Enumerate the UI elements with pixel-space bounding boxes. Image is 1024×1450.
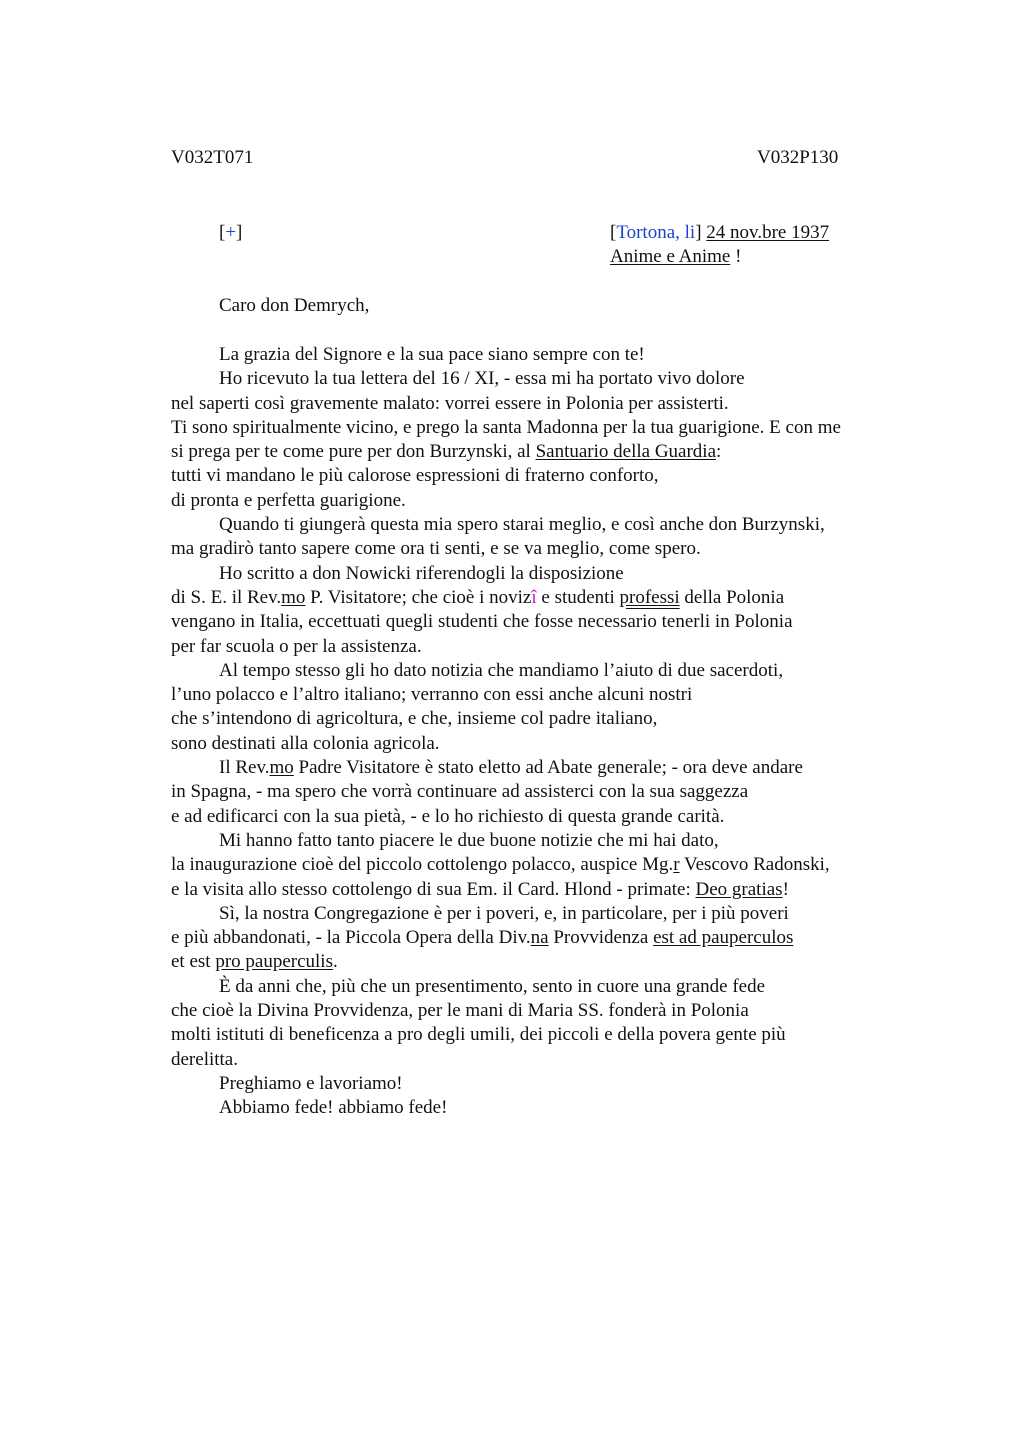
text-line: Ho ricevuto la tua lettera del 16 / XI, - essa mi ha portato vivo dolore [219,368,745,390]
letter-body [171,343,911,1121]
letter-date: 24 nov.bre 1937 [706,222,830,243]
text-line [171,440,911,464]
salutation: Caro don Demrych, [219,295,370,316]
cross-symbol: + [225,222,237,243]
text-line: Al tempo stesso gli ho dato notizia che mandiamo l’aiuto di due sacerdoti, [219,659,784,681]
text-segment: Il Rev. [219,757,270,779]
underlined-text: r [673,854,680,876]
text-line: derelitta. [171,1048,238,1070]
document-code-right: V032P130 [757,147,839,168]
text-line: vengano in Italia, eccettuati quegli studenti che fosse necessario tenerli in Polonia [171,611,793,633]
text-segment: e la visita allo stesso cottolengo di sua Em. il Card. Hlond - primate: [171,878,696,900]
text-segment: . [332,951,338,973]
text-line: tutti vi mandano le più calorose espressioni di fraterno conforto, [171,465,659,487]
text-line: ma gradirò tanto sapere come ora ti senti, e se va meglio, come spero. [171,538,701,560]
text-segment: et est [171,951,216,973]
date-block [610,221,829,269]
text-line [171,926,911,950]
text-segment: : [716,441,722,463]
underlined-text: na [530,927,549,949]
text-line [171,878,911,902]
underlined-text: mo [269,757,294,779]
document-code-left: V032T071 [171,147,254,168]
text-segment: Vescovo Radonski, [679,854,830,876]
motto-line [610,245,829,269]
text-segment: si prega per te come pure per don Burzynski, al [171,441,536,463]
text-line: La grazia del Signore e la sua pace siano sempre con te! [219,344,645,365]
date-line [610,221,829,245]
text-line: che s’intendono di agricoltura, e che, insieme col padre italiano, [171,708,658,730]
text-line: Preghiamo e lavoriamo! [219,1072,403,1094]
text-line: molti istituti di beneficenza a pro degli umili, dei piccoli e della povera gente più [171,1024,786,1046]
underlined-text: pro pauperculis [215,951,333,973]
text-line: Quando ti giungerà questa mia spero starai meglio, e così anche don Burzynski, [219,514,825,536]
place-bracket-open: [ [610,222,617,243]
text-line: sono destinati alla colonia agricola. [171,732,440,754]
underlined-text: Deo gratias [695,878,783,900]
motto-end: ! [730,246,742,267]
bracket-close: ] [236,222,243,243]
text-line: Ho scritto a don Nowicki riferendogli la disposizione [219,562,624,584]
text-segment: e più abbandonati, - la Piccola Opera della Div. [171,927,531,949]
text-segment: ! [782,878,789,900]
text-line: È da anni che, più che un presentimento, sento in cuore una grande fede [219,975,766,997]
text-line [171,950,911,974]
text-line: di pronta e perfetta guarigione. [171,489,406,511]
text-segment: P. Visitatore; che cioè i noviz [305,586,532,608]
text-segment: di S. E. il Rev. [171,586,282,608]
text-segment: e studenti [536,586,620,608]
underlined-text: mo [281,586,306,608]
place-bracket-close: ] [695,222,702,243]
text-line: e ad edificarci con la sua pietà, - e lo ho richiesto di questa grande carità. [171,805,725,827]
text-line [171,756,911,780]
text-segment: Provvidenza [548,927,654,949]
text-segment: della Polonia [679,586,785,608]
text-line: Mi hanno fatto tanto piacere le due buone notizie che mi hai dato, [219,829,719,851]
text-line: Abbiamo fede! abbiamo fede! [219,1097,448,1119]
text-line: che cioè la Divina Provvidenza, per le mani di Maria SS. fonderà in Polonia [171,1000,749,1022]
text-line: nel saperti così gravemente malato: vorrei essere in Polonia per assisterti. [171,392,729,414]
place-name: Tortona, li [616,222,696,243]
double-underlined-text: professi [619,586,680,608]
corrected-letter: î [531,586,537,608]
bracket-open: [ [219,222,226,243]
text-line: per far scuola o per la assistenza. [171,635,422,657]
text-line: in Spagna, - ma spero che vorrà continuare ad assisterci con la sua saggezza [171,781,749,803]
text-segment: Padre Visitatore è stato eletto ad Abate generale; - ora deve andare [293,757,803,779]
underlined-text: est ad pauperculos [653,927,794,949]
underlined-text: Santuario della Guardia [535,441,717,463]
text-line: Sì, la nostra Congregazione è per i poveri, e, in particolare, per i più poveri [219,902,789,924]
text-line [171,586,911,610]
text-line: l’uno polacco e l’altro italiano; verranno con essi anche alcuni nostri [171,684,693,706]
motto: Anime e Anime [610,246,731,267]
text-line [171,853,911,877]
text-line: Ti sono spiritualmente vicino, e prego la santa Madonna per la tua guarigione. E con me [171,416,841,438]
text-segment: la inaugurazione cioè del piccolo cottolengo polacco, auspice Mg. [171,854,674,876]
cross-mark [219,221,242,245]
